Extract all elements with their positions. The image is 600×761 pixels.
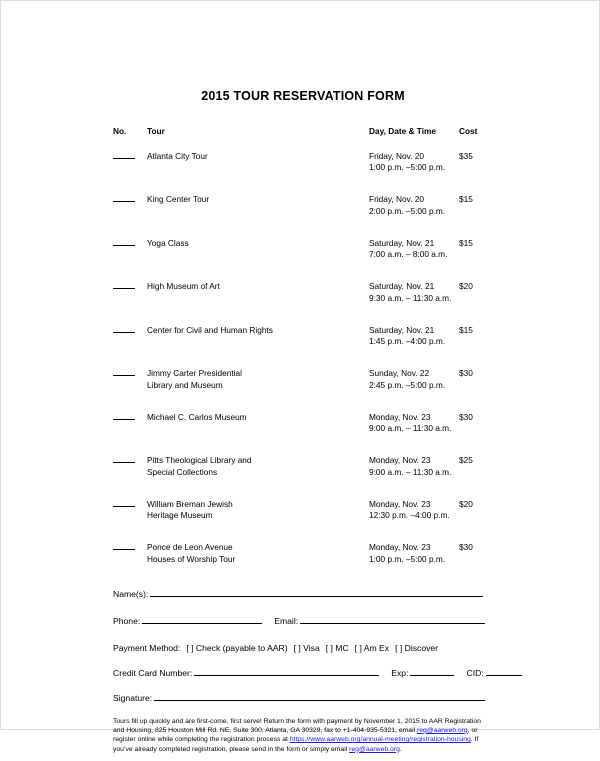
footer-text-part2: , or register online while completing the registration process at xyxy=(113,726,478,744)
footer-text-part3: . If you’ve already completed registration, please send in the form or simply email xyxy=(113,736,479,753)
row-cost: $30 xyxy=(459,368,473,378)
tour-name-line-1: William Breman Jewish xyxy=(147,498,233,509)
row-tour-name xyxy=(147,238,369,282)
document-content xyxy=(113,1,493,761)
tour-name-line-2: Library and Museum xyxy=(147,379,223,390)
row-tour-name xyxy=(147,151,369,195)
tour-name-line-1: Ponce de Leon Avenue xyxy=(147,542,233,552)
table-row xyxy=(113,151,493,195)
tour-name-line-1: Jimmy Carter Presidential xyxy=(147,368,242,378)
tour-time: 2:00 p.m. –5:00 p.m. xyxy=(369,205,446,216)
credit-card-input[interactable] xyxy=(194,667,379,676)
names-label: Name(s): xyxy=(113,588,149,599)
row-tour-name xyxy=(147,368,369,412)
cid-input[interactable] xyxy=(486,667,522,676)
row-date-time xyxy=(369,455,459,499)
row-date-time xyxy=(369,499,459,543)
registration-url-link[interactable]: https://www.aarweb.org/annual-meeting/registration-housing xyxy=(289,736,471,744)
tour-time: 9:00 a.m. – 11:30 a.m. xyxy=(369,466,452,477)
quantity-blank-line[interactable] xyxy=(113,412,135,420)
row-quantity-input[interactable] xyxy=(113,455,147,499)
row-tour-name xyxy=(147,281,369,325)
tour-date: Saturday, Nov. 21 xyxy=(369,324,435,335)
footer-text-part1: Tours fill up quickly and are first-come, first serve! Return the form with payment by November 1, 2015 to AAR Registration and Housing, 825 Houston Mill Rd. NE, Suite 300, Atlanta, GA 30329, fax to +1-404-935-5321, email xyxy=(113,717,481,734)
tour-name-line-1: King Center Tour xyxy=(147,194,210,204)
table-body xyxy=(113,151,493,586)
table-row xyxy=(113,194,493,238)
phone-email-row xyxy=(113,615,495,627)
tour-table xyxy=(113,126,493,586)
quantity-blank-line[interactable] xyxy=(113,194,135,202)
row-cost: $35 xyxy=(459,150,473,161)
row-date-time xyxy=(369,151,459,195)
tour-time: 9:30 a.m. – 11:30 a.m. xyxy=(369,292,452,303)
payment-option-discover[interactable]: [ ] Discover xyxy=(395,642,439,653)
form-fields xyxy=(113,588,495,704)
tour-time: 7:00 a.m. – 8:00 a.m. xyxy=(369,249,448,259)
row-quantity-input[interactable] xyxy=(113,238,147,282)
tour-time: 1:00 p.m. –5:00 p.m. xyxy=(369,553,446,564)
credit-card-label: Credit Card Number: xyxy=(113,667,193,678)
column-header-when: Day, Date & Time xyxy=(369,126,437,136)
email-link-1[interactable]: reg@aarweb.org xyxy=(416,726,468,734)
row-quantity-input[interactable] xyxy=(113,412,147,456)
tour-name-line-1: Center for Civil and Human Rights xyxy=(147,324,273,335)
row-date-time xyxy=(369,281,459,325)
table-row xyxy=(113,542,493,586)
row-quantity-input[interactable] xyxy=(113,368,147,412)
column-header-no: No. xyxy=(113,126,127,136)
quantity-blank-line[interactable] xyxy=(113,499,135,507)
page-title: 2015 TOUR RESERVATION FORM xyxy=(201,89,405,103)
footer-note xyxy=(113,717,491,755)
exp-label: Exp: xyxy=(391,667,409,678)
footer-text-part4: . xyxy=(399,745,402,753)
table-row xyxy=(113,238,493,282)
table-row xyxy=(113,499,493,543)
signature-input[interactable] xyxy=(154,692,485,701)
tour-name-line-1: Pitts Theological Library and xyxy=(147,455,252,465)
row-date-time xyxy=(369,542,459,586)
quantity-blank-line[interactable] xyxy=(113,368,135,376)
quantity-blank-line[interactable] xyxy=(113,455,135,463)
cid-label: CID: xyxy=(466,667,484,678)
row-tour-name xyxy=(147,325,369,369)
signature-row xyxy=(113,692,495,704)
email-link-2[interactable]: reg@aarweb.org xyxy=(349,745,400,753)
tour-name-line-2: Heritage Museum xyxy=(147,510,213,520)
payment-option-amex[interactable]: [ ] Am Ex xyxy=(354,642,390,653)
row-date-time xyxy=(369,238,459,282)
row-tour-name xyxy=(147,455,369,499)
tour-date: Monday, Nov. 23 xyxy=(369,542,431,552)
payment-option-check[interactable]: [ ] Check (payable to AAR) xyxy=(186,642,288,653)
tour-date: Saturday, Nov. 21 xyxy=(369,281,435,291)
tour-date: Sunday, Nov. 22 xyxy=(369,368,430,378)
row-date-time xyxy=(369,368,459,412)
payment-option-mc[interactable]: [ ] MC xyxy=(325,642,349,653)
tour-date: Saturday, Nov. 21 xyxy=(369,237,435,248)
tour-time: 1:45 p.m. –4:00 p.m. xyxy=(369,336,446,346)
tour-name-line-2: Special Collections xyxy=(147,466,218,477)
row-cost: $30 xyxy=(459,542,473,552)
names-input[interactable] xyxy=(150,588,483,597)
tour-name-line-1: Michael C. Carlos Museum xyxy=(147,411,247,422)
payment-method-label: Payment Method: xyxy=(113,642,181,653)
email-input[interactable] xyxy=(300,615,485,624)
tour-date: Friday, Nov. 20 xyxy=(369,194,425,204)
table-row xyxy=(113,412,493,456)
row-cost: $30 xyxy=(459,411,473,422)
row-tour-name xyxy=(147,499,369,543)
tour-name-line-2: Houses of Worship Tour xyxy=(147,553,236,564)
table-row xyxy=(113,281,493,325)
table-row xyxy=(113,325,493,369)
phone-label: Phone: xyxy=(113,616,141,626)
tour-date: Monday, Nov. 23 xyxy=(369,411,431,422)
row-cost: $15 xyxy=(459,237,473,248)
quantity-blank-line[interactable] xyxy=(113,281,135,289)
quantity-blank-line[interactable] xyxy=(113,542,135,550)
tour-time: 2:45 p.m. –5:00 p.m. xyxy=(369,379,446,390)
column-header-tour: Tour xyxy=(147,126,165,136)
row-date-time xyxy=(369,325,459,369)
quantity-blank-line[interactable] xyxy=(113,325,135,333)
tour-date: Monday, Nov. 23 xyxy=(369,455,431,465)
payment-method-row xyxy=(113,643,495,654)
row-date-time xyxy=(369,412,459,456)
names-row xyxy=(113,588,495,600)
row-cost: $15 xyxy=(459,324,473,335)
row-cost: $15 xyxy=(459,194,473,204)
credit-card-row xyxy=(113,667,495,679)
row-quantity-input[interactable] xyxy=(113,194,147,238)
tour-time: 9:00 a.m. – 11:30 a.m. xyxy=(369,423,452,433)
payment-option-visa[interactable]: [ ] Visa xyxy=(293,642,320,653)
table-header-row xyxy=(113,126,493,151)
tour-time: 12:30 p.m. –4:00 p.m. xyxy=(369,510,450,520)
row-quantity-input[interactable] xyxy=(113,499,147,543)
column-header-cost: Cost xyxy=(459,126,478,136)
phone-input[interactable] xyxy=(142,615,262,624)
row-quantity-input[interactable] xyxy=(113,281,147,325)
row-tour-name xyxy=(147,194,369,238)
row-date-time xyxy=(369,194,459,238)
row-cost: $25 xyxy=(459,455,473,465)
tour-date: Friday, Nov. 20 xyxy=(369,150,425,161)
row-quantity-input[interactable] xyxy=(113,151,147,195)
signature-label: Signature: xyxy=(113,692,153,703)
row-cost: $20 xyxy=(459,281,473,291)
tour-date: Monday, Nov. 23 xyxy=(369,498,431,509)
row-tour-name xyxy=(147,542,369,586)
row-tour-name xyxy=(147,412,369,456)
table-row xyxy=(113,368,493,412)
quantity-blank-line[interactable] xyxy=(113,151,135,159)
exp-input[interactable] xyxy=(410,667,454,676)
tour-time: 1:00 p.m. –5:00 p.m. xyxy=(369,162,446,172)
tour-name-line-1: Yoga Class xyxy=(147,237,189,248)
row-quantity-input[interactable] xyxy=(113,325,147,369)
email-label: Email: xyxy=(274,616,299,626)
row-quantity-input[interactable] xyxy=(113,542,147,586)
row-cost: $20 xyxy=(459,498,473,509)
tour-name-line-1: High Museum of Art xyxy=(147,281,220,291)
table-row xyxy=(113,455,493,499)
quantity-blank-line[interactable] xyxy=(113,238,135,246)
tour-name-line-1: Atlanta City Tour xyxy=(147,150,208,161)
